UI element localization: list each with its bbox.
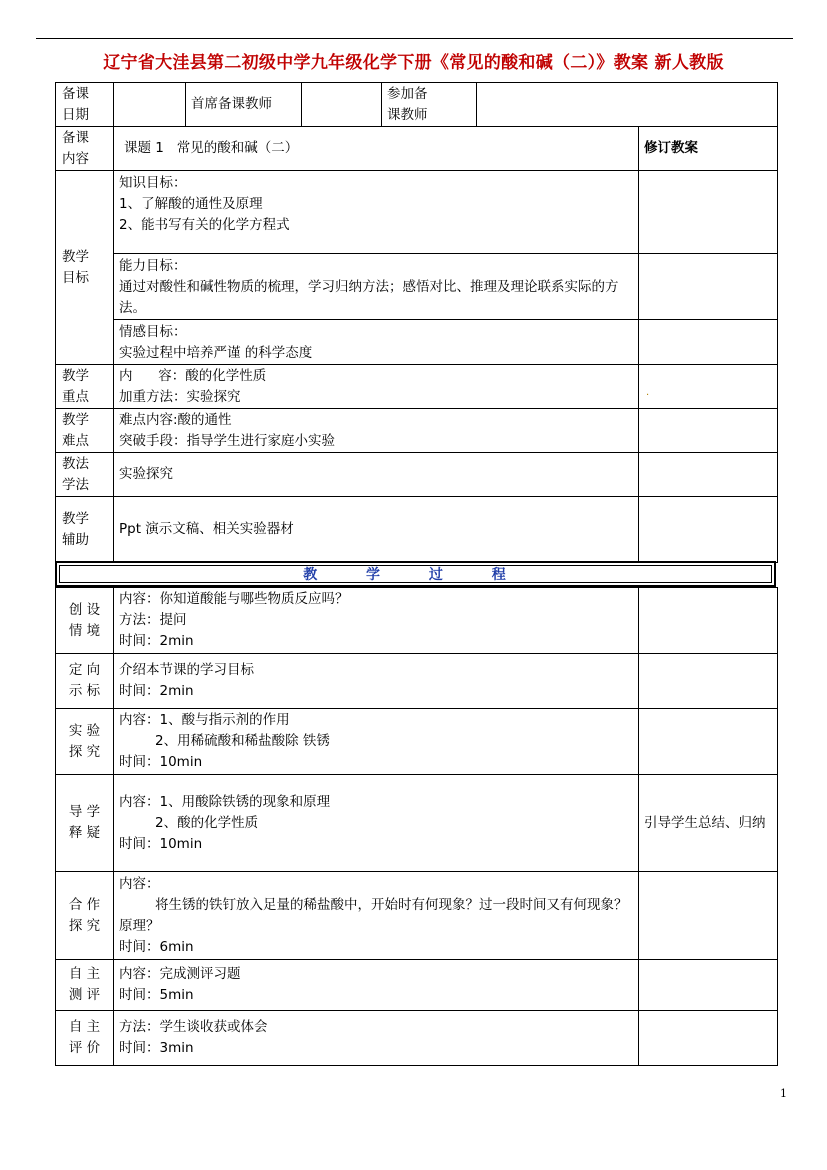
aids-text: Ppt 演示文稿、相关实验器材: [114, 497, 639, 563]
topic: 课题 1 常见的酸和碱（二）: [114, 127, 639, 171]
process-step-content: 介绍本节课的学习目标 时间：2min: [114, 654, 639, 709]
methods-text: 实验探究: [114, 453, 639, 497]
goals-label: 教学 目标: [56, 171, 114, 365]
process-step-content: 内容：1、用酸除铁锈的现象和原理 2、酸的化学性质 时间：10min: [114, 775, 639, 872]
knowledge-goals-heading: 知识目标：: [119, 175, 187, 191]
chief-teacher-value: [302, 83, 382, 127]
process-step-content: 内容：完成测评习题 时间：5min: [114, 960, 639, 1011]
process-step-note: [639, 709, 778, 775]
revision-cell: [639, 320, 778, 365]
ability-goal-text: 通过对酸性和碱性物质的梳理，学习归纳方法；感悟对比、推理及理论联系实际的方法。: [119, 279, 619, 316]
difficult-points-content: 难点内容:酸的通性: [119, 411, 232, 428]
key-points-method: 加重方法：实验探究: [119, 388, 241, 405]
top-rule: [36, 38, 793, 39]
revision-cell: [639, 171, 778, 254]
revision-label: 修订教案: [639, 127, 778, 171]
ability-goals: [114, 254, 639, 320]
difficult-points-method: 突破手段：指导学生进行家庭小实验: [119, 432, 335, 449]
process-title-inner: [59, 565, 772, 583]
key-points-content: 内 容：酸的化学性质: [119, 367, 267, 384]
process-step-note: [639, 872, 778, 960]
process-title: 教 学 过 程: [303, 567, 528, 583]
participants-value: [477, 83, 778, 127]
process-step-content: 内容：你知道酸能与哪些物质反应吗？ 方法：提问 时间：2min: [114, 588, 639, 654]
difficult-points-label: 教学 难点: [56, 409, 114, 453]
methods-label: 教法 学法: [56, 453, 114, 497]
participants-label: 参加备 课教师: [382, 83, 477, 127]
process-step-note: [639, 1011, 778, 1066]
revision-cell: [639, 497, 778, 563]
process-step-label: 定 向 示 标: [56, 654, 114, 709]
knowledge-goal-item: 2、能书写有关的化学方程式: [119, 217, 290, 233]
process-step-label: 创 设 情 境: [56, 588, 114, 654]
aids-label: 教学 辅助: [56, 497, 114, 563]
process-step-label: 导 学 释 疑: [56, 775, 114, 872]
process-step-label: 合 作 探 究: [56, 872, 114, 960]
process-step-note: 引导学生总结、归纳: [639, 775, 778, 872]
date-value: [114, 83, 186, 127]
document-title: 辽宁省大洼县第二初级中学九年级化学下册《常见的酸和碱（二）》教案 新人教版: [103, 53, 724, 73]
page-number: 1: [780, 1087, 787, 1100]
knowledge-goal-item: 1、了解酸的通性及原理: [119, 196, 263, 212]
emotion-goal-text: 实验过程中培养严谨 的科学态度: [119, 345, 313, 361]
lesson-plan-header-table: [55, 82, 778, 563]
revision-cell: [639, 453, 778, 497]
process-step-label: 自 主 评 价: [56, 1011, 114, 1066]
stray-mark: ·: [646, 390, 650, 401]
emotion-goals: [114, 320, 639, 365]
process-step-label: 实 验 探 究: [56, 709, 114, 775]
process-step-note: [639, 654, 778, 709]
content-label: 备课 内容: [56, 127, 114, 171]
key-points: [114, 365, 639, 409]
process-step-content: 内容：1、酸与指示剂的作用 2、用稀硫酸和稀盐酸除 铁锈 时间：10min: [114, 709, 639, 775]
revision-cell: [639, 365, 778, 409]
difficult-points: [114, 409, 639, 453]
process-step-content: 内容： 将生锈的铁钉放入足量的稀盐酸中，开始时有何现象？过一段时间又有何现象？原理？ 时间：6min: [114, 872, 639, 960]
key-points-label: 教学 重点: [56, 365, 114, 409]
process-step-note: [639, 588, 778, 654]
process-title-bar: [55, 561, 776, 587]
chief-teacher-label: 首席备课教师: [186, 83, 302, 127]
process-step-content: 方法：学生谈收获或体会 时间：3min: [114, 1011, 639, 1066]
process-step-label: 自 主 测 评: [56, 960, 114, 1011]
ability-goals-heading: 能力目标：: [119, 258, 187, 274]
knowledge-goals: [114, 171, 639, 254]
revision-cell: [639, 409, 778, 453]
revision-cell: [639, 254, 778, 320]
teaching-process-table: [55, 587, 778, 1066]
process-step-note: [639, 960, 778, 1011]
emotion-goals-heading: 情感目标：: [119, 324, 187, 340]
date-label: 备课 日期: [56, 83, 114, 127]
